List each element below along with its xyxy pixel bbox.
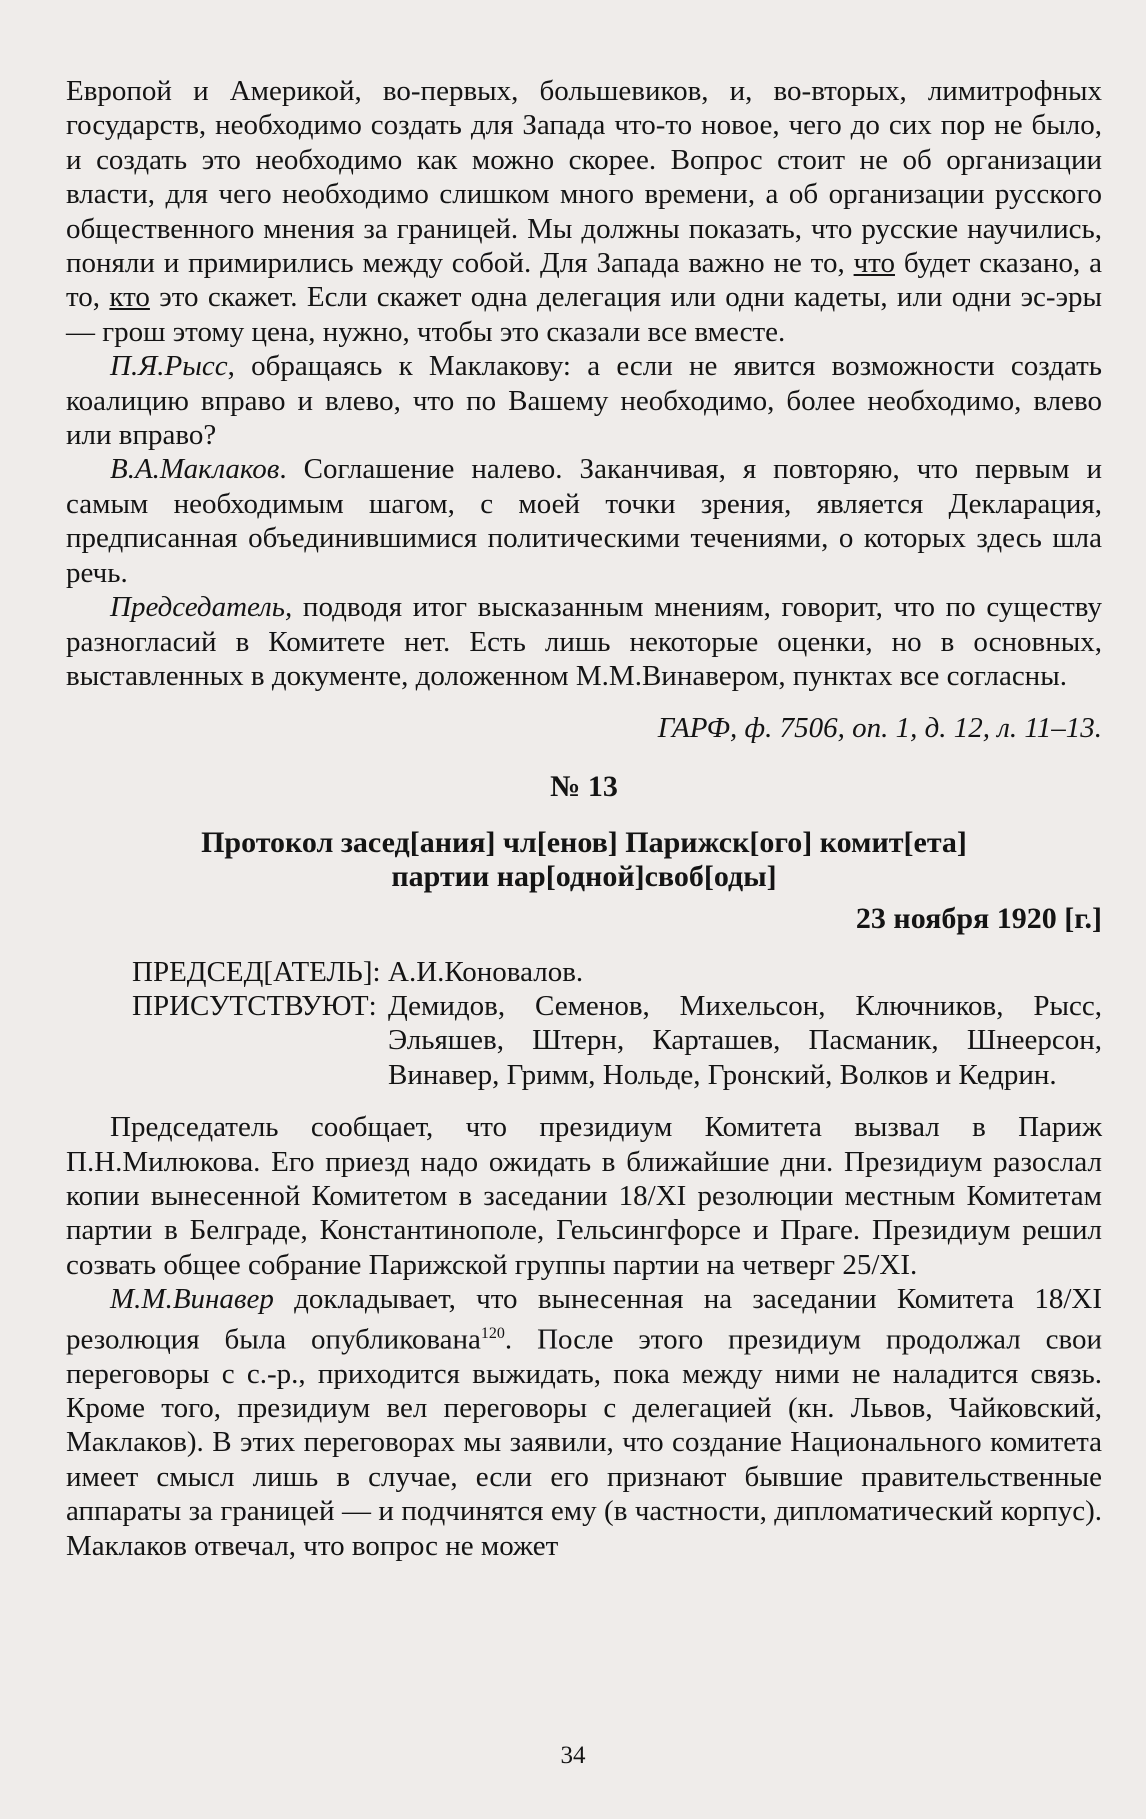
underlined-word-who: кто xyxy=(109,281,150,314)
document-text xyxy=(66,74,1102,1563)
protocol-body xyxy=(66,1110,1102,1563)
present-label: ПРИСУТСТВУЮТ: xyxy=(132,989,377,1022)
speaker-maklakov: В.А.Маклаков xyxy=(110,453,280,486)
paragraph-ryss: П.Я.Рысс, обращаясь к Маклакову: а если не явится возможности создать коалицию вправо и влево, что по Вашему необходимо, более необходимо, влево или вправо? xyxy=(66,350,1102,452)
speaker-chairman: Председатель, xyxy=(110,591,293,624)
footnote-ref: 120 xyxy=(480,1324,505,1342)
title-line-2: партии нар[одной]своб[оды] xyxy=(391,860,777,894)
archive-source: ГАРФ, ф. 7506, оп. 1, д. 12, л. 11–13. xyxy=(657,712,1102,745)
present-value: Демидов, Семенов, Михельсон, Ключников, Рысс, Эльяшев, Штерн, Карташев, Пасманик, Шнеерсон, Винавер, Гримм, Нольде, Гронский, Волков и Кедрин. xyxy=(388,989,1102,1091)
paragraph-maklakov: В.А.Маклаков. Соглашение налево. Заканчивая, я повторяю, что первым и самым необходимым шагом, с моей точки зрения, является Декларация, предписанная объединившимися политическими течениями, о которых здесь шла речь. xyxy=(66,453,1102,589)
paragraph-top: Европой и Америкой, во-первых, большевиков, и, во-вторых, лимитрофных государств, необходимо создать для Запада что-то новое, чего до сих пор не было, и создать это необходимо как можно скорее. Вопрос стоит не об организации власти, для чего необходимо слишком много времени, а об организации русского общественного мнения за границей. Мы должны показать, что русские научились, поняли и примирились между собой. Для Запада важно не то, что будет сказано, а то, кто это скажет. Если скажет одна делегация или одни кадеты, или одни эс-эры — грош этому цена, нужно, чтобы это сказали все вместе. xyxy=(66,75,1103,348)
document-date: 23 ноября 1920 [г.] xyxy=(855,902,1102,936)
page-number: 34 xyxy=(560,1742,586,1769)
chair-value: А.И.Коновалов. xyxy=(388,955,584,988)
document-title xyxy=(66,826,1102,894)
attendance-block xyxy=(66,955,1102,1093)
underlined-word-what: что xyxy=(853,247,895,280)
paragraph-vinaver: М.М.Винавер докладывает, что вынесенная на заседании Комитета 18/XI резолюция была опубликована$^{120}$. После этого президиум продолжал свои переговоры с с.-р., приходится выжидать, пока между ними не наладится связь. Кроме того, президиум вел переговоры с делегацией (кн. Львов, Чайковский, Маклаков). В этих переговорах мы заявили, что создание Национального комитета имеет смысл лишь в случае, если его признают бывшие правительственные аппараты за границей — и подчинятся ему (в частности, дипломатический корпус). Маклаков отвечал, что вопрос не может xyxy=(66,1283,1103,1562)
title-line-1: Протокол засед[ания] чл[енов] Парижск[ого] комит[ета] xyxy=(201,826,967,860)
speaker-ryss: П.Я.Рысс xyxy=(110,350,228,383)
paragraph-chairman: Председатель, подводя итог высказанным мнениям, говорит, что по существу разногласий в Комитете нет. Есть лишь некоторые оценки, но в основных, выставленных в документе, доложенном М.М.Винавером, пунктах все согласны. xyxy=(66,591,1102,692)
speaker-vinaver: М.М.Винавер xyxy=(110,1283,274,1316)
paragraph-chair-report: Председатель сообщает, что президиум Комитета вызвал в Париж П.Н.Милюкова. Его приезд надо ожидать в ближайшие дни. Президиум разослал копии вынесенной Комитетом в заседании 18/XI резолюции местным Комитетам партии в Белграде, Константинополе, Гельсингфорсе и Праге. Президиум решил созвать общее собрание Парижской группы партии на четверг 25/XI. xyxy=(66,1111,1102,1281)
chair-label: ПРЕДСЕД[АТЕЛЬ]: xyxy=(132,955,381,988)
document-number: № 13 xyxy=(550,769,618,803)
